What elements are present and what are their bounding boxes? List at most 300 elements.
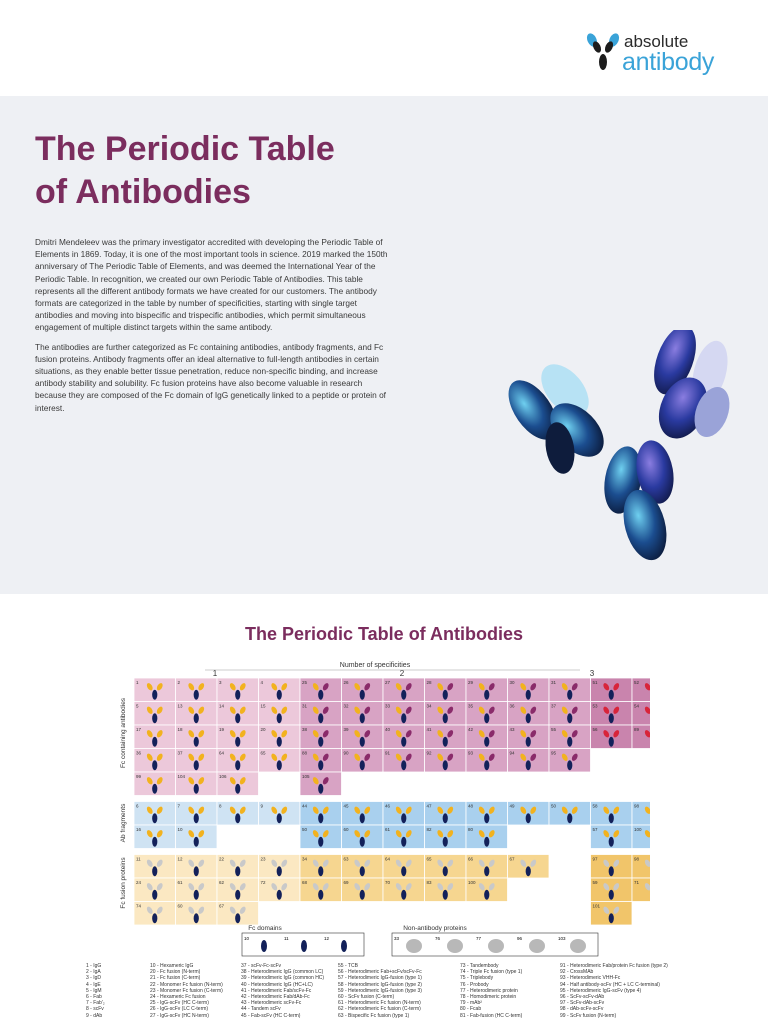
cell-number: 35 — [468, 703, 474, 709]
cell-number: 8 — [219, 803, 222, 809]
table-cell[interactable] — [176, 802, 218, 826]
table-cell[interactable] — [425, 802, 467, 826]
table-cell[interactable] — [342, 678, 384, 702]
table-cell[interactable] — [632, 855, 650, 879]
cell-number: 49 — [509, 803, 515, 809]
legend-item: 59 - Heterodimeric IgG-fusion (type 3) — [338, 987, 422, 994]
intro-text — [35, 236, 395, 421]
table-cell[interactable] — [134, 855, 176, 879]
legend-item: 76 - Probody — [460, 981, 489, 988]
table-cell[interactable] — [466, 725, 508, 749]
table-cell[interactable] — [466, 855, 508, 879]
legend-item: 93 - Heterodimeric VHH-Fc — [560, 975, 621, 982]
cell-number: 14 — [219, 703, 225, 709]
legend-item: 21 - Fc fusion (C-term) — [150, 975, 201, 982]
cell-number: 3 — [219, 680, 222, 685]
cell-number: 100 — [634, 827, 642, 832]
cell-number: 60 — [343, 827, 349, 832]
table-cell[interactable] — [383, 855, 425, 879]
table-cell[interactable] — [259, 702, 301, 726]
cell-number: 99 — [136, 774, 142, 779]
table-cell[interactable] — [342, 749, 384, 773]
non-antibody-number: 76 — [435, 936, 441, 941]
table-cell[interactable] — [425, 678, 467, 702]
table-cell[interactable] — [300, 702, 342, 726]
cell-number: 1 — [136, 680, 139, 685]
non-antibody-number: 96 — [517, 936, 523, 941]
table-cell[interactable] — [259, 855, 301, 879]
brand-word-antibody: antibody — [622, 48, 715, 76]
legend-item: 10 - Hexameric IgG — [150, 963, 194, 969]
cell-number: 40 — [385, 727, 391, 732]
legend-item: 81 - Fab-fusion (HC C-term) — [460, 1012, 523, 1019]
legend-item: 75 - Triplebody — [460, 975, 494, 982]
brand-logo[interactable] — [586, 30, 736, 80]
fc-domain-icon — [341, 940, 347, 952]
table-cell[interactable] — [134, 878, 176, 902]
table-cell[interactable] — [383, 725, 425, 749]
protein-icon — [406, 939, 422, 953]
cell-number: 67 — [509, 856, 515, 862]
table-cell[interactable] — [549, 802, 591, 826]
table-cell[interactable] — [217, 878, 259, 902]
table-cell[interactable] — [300, 772, 342, 796]
table-cell[interactable] — [134, 678, 176, 702]
non-antibody-number: 103 — [558, 936, 566, 941]
table-cell[interactable] — [217, 855, 259, 879]
table-cell[interactable] — [632, 825, 650, 849]
table-cell[interactable] — [425, 725, 467, 749]
cell-number: 101 — [592, 903, 601, 909]
cell-number: 64 — [385, 856, 391, 862]
table-cell[interactable] — [466, 678, 508, 702]
legend-item: 99 - ScFv fusion (N-term) — [560, 1012, 617, 1019]
table-cell[interactable] — [591, 825, 633, 849]
cell-number: 34 — [302, 856, 308, 862]
table-cell[interactable] — [176, 825, 218, 849]
cell-number: 100 — [468, 880, 476, 885]
table-cell[interactable] — [466, 702, 508, 726]
table-cell[interactable] — [383, 702, 425, 726]
cell-number: 43 — [509, 727, 515, 732]
legend-item: 40 - Heterodimeric IgG (HC+LC) — [241, 981, 313, 988]
cell-number: 69 — [343, 880, 349, 885]
fc-domain-number: 11 — [284, 936, 289, 941]
table-cell[interactable] — [300, 678, 342, 702]
legend-item: 44 - Tandem scFv — [241, 1006, 281, 1013]
table-cell[interactable] — [591, 855, 633, 879]
table-cell[interactable] — [217, 702, 259, 726]
cell-number: 26 — [343, 680, 349, 685]
cell-number: 74 — [136, 903, 142, 909]
legend-item: 96 - ScFv-scFv-dAb — [560, 993, 605, 1000]
cell-number: 90 — [343, 750, 349, 756]
table-cell[interactable] — [383, 802, 425, 826]
table-cell[interactable] — [176, 855, 218, 879]
cell-number: 29 — [468, 680, 474, 685]
cell-number: 37 — [177, 750, 183, 756]
legend-item: 23 - Monomer Fc fusion (C-term) — [150, 987, 223, 994]
table-cell[interactable] — [342, 802, 384, 826]
table-cell[interactable] — [176, 702, 218, 726]
cell-number: 52 — [634, 680, 640, 685]
page-title — [35, 128, 455, 214]
legend-item: 61 - Heterodimeric Fc fusion (N-term) — [338, 1000, 421, 1007]
cell-number: 94 — [509, 750, 515, 756]
cell-number: 50 — [302, 827, 308, 832]
legend-item: 37 - scFv-Fc-scFv — [241, 963, 281, 969]
cell-number: 70 — [385, 880, 391, 885]
table-cell[interactable] — [383, 825, 425, 849]
legend-item: 94 - Half antibody-scFv (HC + LC C-terminal) — [560, 981, 660, 988]
table-cell[interactable] — [217, 725, 259, 749]
legend-item: 4 - IgE — [86, 981, 101, 988]
cell-number: 13 — [177, 703, 183, 709]
table-cell[interactable] — [300, 878, 342, 902]
table-cell[interactable] — [508, 749, 550, 773]
cell-number: 38 — [302, 727, 308, 732]
cell-number: 32 — [343, 703, 349, 709]
table-cell[interactable] — [217, 902, 259, 926]
cell-number: 4 — [260, 680, 264, 685]
legend-item: 74 - Triple Fc fusion (type 1) — [460, 969, 523, 976]
cell-number: 88 — [302, 750, 308, 756]
cell-number: 19 — [219, 727, 225, 732]
cell-number: 48 — [468, 803, 474, 809]
legend-item: 60 - ScFv fusion (C-term) — [338, 993, 395, 1000]
legend-item: 80 - Fcab — [460, 1006, 482, 1013]
legend-item: 7 - Fab'₂ — [86, 1000, 105, 1007]
table-cell[interactable] — [342, 825, 384, 849]
cell-number: 83 — [426, 880, 432, 885]
cell-number: 68 — [302, 880, 308, 885]
cell-number: 17 — [136, 727, 142, 732]
table-cell[interactable] — [383, 878, 425, 902]
protein-icon — [447, 939, 463, 953]
table-cell[interactable] — [425, 855, 467, 879]
table-cell[interactable] — [508, 678, 550, 702]
legend-item: 1 - IgG — [86, 963, 102, 969]
table-cell[interactable] — [466, 878, 508, 902]
cell-number: 11 — [136, 856, 141, 862]
legend-item: 41 - Heterodimeric Fab/scFv-Fc — [241, 987, 312, 994]
table-cell[interactable] — [549, 702, 591, 726]
cell-number: 20 — [260, 727, 266, 732]
fc-domains-box — [242, 933, 364, 956]
fc-domain-number: 12 — [324, 936, 330, 941]
protein-icon — [488, 939, 504, 953]
cell-number: 59 — [592, 880, 598, 885]
table-cell[interactable] — [342, 702, 384, 726]
cell-number: 58 — [592, 803, 598, 809]
table-cell[interactable] — [425, 878, 467, 902]
title-line-2: of Antibodies — [35, 173, 251, 211]
cell-number: 42 — [468, 727, 474, 732]
cell-number: 64 — [219, 750, 225, 756]
legend-item: 3 - IgD — [86, 975, 102, 982]
legend-item: 6 - Fab — [86, 993, 102, 1000]
legend-item: 38 - Heterodimeric IgG (common LC) — [241, 969, 324, 976]
intro-paragraph-2: The antibodies are further categorized as Fc containing antibodies, antibody fragments, and Fc fusion proteins. Antibody fragments offer an ideal alternative to full-length antibodies in certain situations, as they enable better tissue penetration, reduce non-specific binding, and increase antibody stability and solubility. Fc fusion proteins have also become valuable in research because they are composed of the Fc domain of IgG genetically linked to a peptide or protein of interest. — [35, 341, 386, 413]
cell-number: 24 — [136, 880, 142, 885]
non-antibody-number: 77 — [476, 936, 482, 941]
cell-number: 45 — [343, 803, 349, 809]
cell-number: 98 — [634, 803, 640, 809]
group-number-3: 3 — [589, 669, 595, 678]
table-cell[interactable] — [259, 725, 301, 749]
table-cell[interactable] — [300, 725, 342, 749]
cell-number: 67 — [219, 903, 225, 909]
table-cell[interactable] — [134, 825, 176, 849]
title-line-1: The Periodic Table — [35, 130, 335, 168]
legend-item: 78 - Homodimeric protein — [460, 993, 517, 1000]
table-cell[interactable] — [259, 802, 301, 826]
cell-number: 51 — [592, 680, 598, 685]
cell-number: 47 — [426, 803, 432, 809]
table-cell[interactable] — [134, 772, 176, 796]
legend-item: 55 - TCB — [338, 963, 358, 969]
table-cell[interactable] — [217, 802, 259, 826]
fc-domains-label: Fc domains — [248, 925, 282, 932]
table-cell[interactable] — [508, 725, 550, 749]
table-cells — [134, 678, 650, 925]
cell-number: 36 — [509, 703, 515, 709]
table-cell[interactable] — [591, 678, 633, 702]
legend-column — [338, 963, 422, 1019]
brand-word-absolute: absolute — [624, 32, 689, 51]
cell-number: 50 — [551, 803, 557, 809]
legend-item: 24 - Hexameric Fc fusion — [150, 993, 206, 1000]
cell-number: 22 — [219, 856, 225, 862]
cell-number: 97 — [592, 856, 598, 862]
legend-item: 62 - Heterodimeric Fc fusion (C-term) — [338, 1006, 421, 1013]
table-cell[interactable] — [342, 855, 384, 879]
table-cell[interactable] — [259, 878, 301, 902]
cell-number: 41 — [426, 727, 432, 732]
legend-item: 43 - Heterodimeric scFv-Fc — [241, 1000, 302, 1007]
cell-number: 44 — [302, 803, 308, 809]
cell-number: 10 — [177, 827, 183, 832]
legend-item: 27 - IgG-scFv (HC N-term) — [150, 1012, 209, 1019]
table-cell[interactable] — [300, 749, 342, 773]
table-cell[interactable] — [300, 802, 342, 826]
table-cell[interactable] — [591, 802, 633, 826]
cell-number: 93 — [468, 750, 474, 756]
table-cell[interactable] — [632, 802, 650, 826]
cell-number: 28 — [426, 680, 432, 685]
legend-item: 73 - Tandembody — [460, 963, 499, 969]
table-cell[interactable] — [632, 678, 650, 702]
cell-number: 27 — [385, 680, 391, 685]
fc-domain-icon — [301, 940, 307, 952]
cell-number: 98 — [634, 856, 640, 862]
cell-number: 65 — [426, 856, 432, 862]
table-cell[interactable] — [176, 772, 218, 796]
cell-number: 95 — [551, 750, 557, 756]
protein-icon — [529, 939, 545, 953]
cell-number: 80 — [468, 827, 474, 832]
cell-number: 34 — [426, 703, 432, 709]
table-cell[interactable] — [549, 725, 591, 749]
table-cell[interactable] — [176, 902, 218, 926]
table-cell[interactable] — [466, 825, 508, 849]
table-cell[interactable] — [549, 678, 591, 702]
table-cell[interactable] — [300, 855, 342, 879]
table-cell[interactable] — [632, 725, 650, 749]
cell-number: 57 — [592, 827, 598, 832]
legend-item: 39 - Heterodimeric IgG (common HC) — [241, 975, 325, 982]
table-cell[interactable] — [591, 702, 633, 726]
cell-number: 72 — [260, 880, 266, 885]
table-cell[interactable] — [217, 772, 259, 796]
legend-column — [150, 963, 223, 1019]
cell-number: 53 — [592, 703, 598, 709]
legend-item: 20 - Fc fusion (N-term) — [150, 969, 201, 976]
table-cell[interactable] — [134, 802, 176, 826]
table-cell[interactable] — [176, 725, 218, 749]
legend-item: 56 - Heterodimeric Fab+scFv/scFv-Fc — [338, 969, 422, 976]
cell-number: 66 — [468, 856, 474, 862]
table-cell[interactable] — [549, 749, 591, 773]
cell-number: 60 — [177, 903, 183, 909]
cell-number: 82 — [426, 827, 432, 832]
cell-number: 104 — [177, 774, 186, 779]
table-cell[interactable] — [632, 702, 650, 726]
table-cell[interactable] — [383, 749, 425, 773]
non-antibody-label: Non-antibody proteins — [403, 925, 467, 932]
antibody-illustration — [505, 330, 745, 570]
table-cell[interactable] — [425, 825, 467, 849]
row-label-ab-fragments: Ab fragments — [120, 803, 127, 843]
cell-number: 12 — [177, 856, 183, 862]
intro-paragraph-1: Dmitri Mendeleev was the primary investigator accredited with developing the Periodic Table of Elements in 1869. Today, it is one of the most important tools in science. 2019 marked the 150th anniversary of The Periodic Table of Elements, and was deemed the International Year of the Periodic Table. In recognition, we created our own Periodic Table of Antibodies. This table represents all the different antibody formats we have created for our customers. The antibody formats are categorized in the table by number of specificities, starting with single target antibodies and moving into bispecific and trispecific antibodies, which permit simultaneous engagement of multiple distinct targets within the same antibody. — [35, 237, 388, 333]
cell-number: 2 — [177, 680, 181, 685]
table-cell[interactable] — [134, 749, 176, 773]
non-antibody-number: 33 — [394, 936, 400, 941]
legend-item: 97 - ScFv-dAb-scFv — [560, 1000, 605, 1007]
table-cell[interactable] — [425, 749, 467, 773]
legend-item: 2 - IgA — [86, 969, 101, 976]
table-title: The Periodic Table of Antibodies — [244, 624, 524, 644]
cell-number: 23 — [260, 856, 266, 862]
legend-item: 26 - IgG-scFv (LC C-term) — [150, 1006, 209, 1013]
cell-number: 31 — [302, 703, 308, 709]
cell-number: 46 — [385, 803, 391, 809]
antibody-left — [505, 355, 614, 476]
table-cell[interactable] — [134, 725, 176, 749]
cell-number: 61 — [385, 827, 391, 832]
table-cell[interactable] — [259, 678, 301, 702]
table-cell[interactable] — [176, 878, 218, 902]
cell-number: 63 — [343, 856, 349, 862]
cell-number: 61 — [177, 880, 183, 885]
legend-column — [86, 963, 105, 1019]
format-legend — [86, 963, 686, 1023]
table-cell[interactable] — [176, 678, 218, 702]
table-cell[interactable] — [259, 749, 301, 773]
cell-number: 36 — [136, 750, 142, 756]
cell-number: 30 — [509, 680, 515, 685]
legend-item: 9 - dAb — [86, 1012, 103, 1019]
table-cell[interactable] — [508, 802, 550, 826]
table-cell[interactable] — [134, 902, 176, 926]
fc-domain-number: 10 — [244, 936, 250, 941]
table-cell[interactable] — [466, 802, 508, 826]
legend-item: 91 - Heterodimeric Fab/protein Fc fusion (type 2) — [560, 963, 668, 969]
cell-number: 33 — [385, 703, 391, 709]
cell-number: 16 — [136, 827, 142, 832]
table-cell[interactable] — [217, 749, 259, 773]
cell-number: 9 — [260, 803, 264, 809]
fc-domain-icon — [261, 940, 267, 952]
legend-item: 95 - Heterodimeric IgG-scFv (type 4) — [560, 987, 642, 994]
cell-number: 56 — [592, 727, 598, 732]
legend-item: 8 - scFv — [86, 1006, 104, 1013]
row-label-fc-fusion: Fc fusion proteins — [120, 857, 127, 909]
legend-item: 92 - CrossMAb — [560, 969, 594, 976]
legend-item: 58 - Heterodimeric IgG-fusion (type 2) — [338, 981, 422, 988]
table-cell[interactable] — [508, 702, 550, 726]
table-cell[interactable] — [342, 725, 384, 749]
periodic-table — [110, 658, 650, 958]
legend-item: 42 - Heterodimeric Fab/dAb-Fc — [241, 993, 310, 1000]
antibody-bottom — [599, 437, 678, 565]
legend-item: 79 - mAb² — [460, 1000, 482, 1007]
legend-item: 22 - Monomer Fc fusion (N-term) — [150, 981, 223, 988]
cell-number: 31 — [551, 680, 557, 685]
table-cell[interactable] — [300, 825, 342, 849]
cell-number: 105 — [302, 774, 310, 779]
cell-number: 89 — [634, 727, 640, 732]
protein-icon — [570, 939, 586, 953]
table-cell[interactable] — [134, 702, 176, 726]
legend-column — [241, 963, 324, 1019]
table-cell[interactable] — [217, 678, 259, 702]
table-cell[interactable] — [466, 749, 508, 773]
cell-number: 6 — [136, 803, 139, 809]
group-number-2: 2 — [399, 669, 405, 678]
table-cell[interactable] — [591, 878, 633, 902]
cell-number: 25 — [302, 680, 308, 685]
table-cell[interactable] — [591, 902, 633, 926]
cell-number: 5 — [136, 703, 139, 709]
specificities-label: Number of specificities — [339, 662, 411, 669]
cell-number: 65 — [260, 750, 266, 756]
table-cell[interactable] — [176, 749, 218, 773]
antibody-right — [646, 330, 736, 446]
cell-number: 62 — [219, 880, 225, 885]
cell-number: 71 — [634, 880, 640, 885]
cell-number: 91 — [385, 750, 391, 756]
row-label-fc-containing: Fc containing antibodies — [120, 697, 127, 769]
legend-item: 77 - Heterodimeric protein — [460, 987, 518, 994]
cell-number: 106 — [219, 774, 227, 779]
legend-item: 45 - Fab-scFv (HC C-term) — [241, 1012, 301, 1019]
legend-item: 5 - IgM — [86, 987, 102, 994]
table-cell[interactable] — [383, 678, 425, 702]
table-cell[interactable] — [425, 702, 467, 726]
cell-number: 39 — [343, 727, 349, 732]
antibody-logo-icon — [586, 32, 620, 74]
table-cell[interactable] — [632, 878, 650, 902]
cell-number: 18 — [177, 727, 183, 732]
table-cell[interactable] — [508, 855, 550, 879]
table-cell[interactable] — [591, 725, 633, 749]
group-number-1: 1 — [212, 669, 218, 678]
table-cell[interactable] — [342, 878, 384, 902]
legend-item: 98 - dAb-scFv-scFv — [560, 1006, 604, 1013]
non-antibody-box — [392, 933, 598, 956]
